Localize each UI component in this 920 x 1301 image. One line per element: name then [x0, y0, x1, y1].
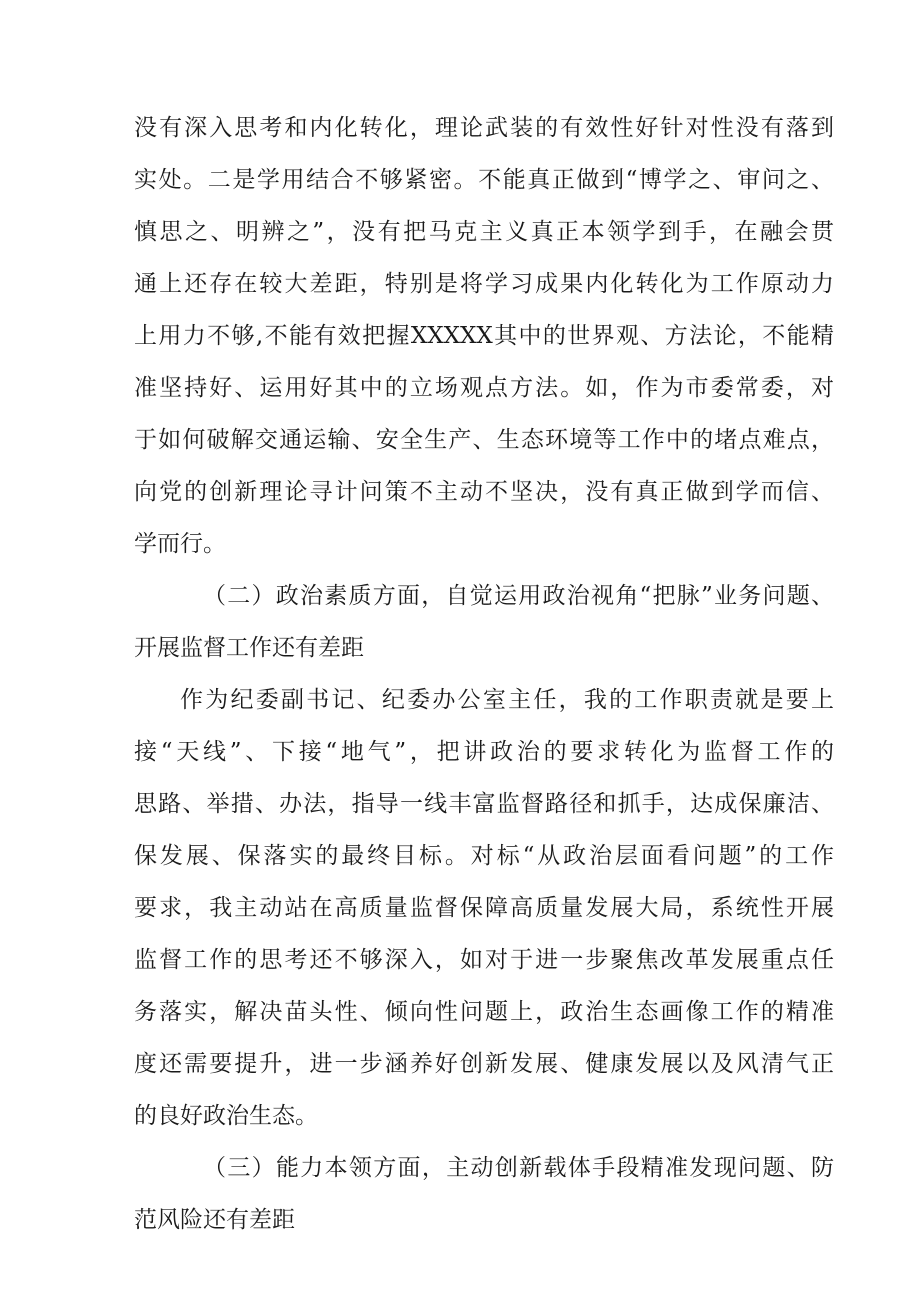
paragraph-line: 的良好政治生态。 [134, 1103, 318, 1129]
paragraph-line: 度还需要提升，进一步涵养好创新发展、健康发展以及风清气正 [134, 1051, 834, 1077]
section-heading-line: （二）政治素质方面，自觉运用政治视角“把脉”业务问题、 [203, 583, 834, 609]
paragraph-line: 务落实，解决苗头性、倾向性问题上，政治生态画像工作的精准 [134, 999, 834, 1025]
paragraph-line: 实处。二是学用结合不够紧密。不能真正做到“博学之、审问之、 [134, 167, 834, 193]
paragraph-line: 要求，我主动站在高质量监督保障高质量发展大局，系统性开展 [134, 895, 834, 921]
paragraph-line: 作为纪委副书记、纪委办公室主任，我的工作职责就是要上 [180, 687, 834, 713]
paragraph-line: 通上还存在较大差距，特别是将学习成果内化转化为工作原动力 [134, 271, 834, 297]
paragraph-line: 向党的创新理论寻计问策不主动不坚决，没有真正做到学而信、 [134, 479, 834, 505]
section-heading-line: 范风险还有差距 [134, 1207, 295, 1233]
paragraph-line: 接“天线”、下接“地气”，把讲政治的要求转化为监督工作的 [134, 739, 834, 765]
paragraph-line: 准坚持好、运用好其中的立场观点方法。如，作为市委常委，对 [134, 375, 834, 401]
paragraph-line: 没有深入思考和内化转化，理论武装的有效性好针对性没有落到 [134, 115, 834, 141]
paragraph-line: 思路、举措、办法，指导一线丰富监督路径和抓手，达成保廉洁、 [134, 791, 834, 817]
paragraph-line: 慎思之、明辨之”，没有把马克主义真正本领学到手，在融会贯 [134, 219, 834, 245]
section-heading-line: （三）能力本领方面，主动创新载体手段精准发现问题、防 [203, 1155, 834, 1181]
section-heading-line: 开展监督工作还有差距 [134, 635, 364, 661]
paragraph-line: 保发展、保落实的最终目标。对标“从政治层面看问题”的工作 [134, 843, 834, 869]
paragraph-line: 监督工作的思考还不够深入，如对于进一步聚焦改革发展重点任 [134, 947, 834, 973]
paragraph-line: 学而行。 [134, 531, 226, 557]
paragraph-line: 于如何破解交通运输、安全生产、生态环境等工作中的堵点难点， [134, 427, 834, 453]
paragraph-line: 上用力不够,不能有效把握XXXXX其中的世界观、方法论，不能精 [134, 323, 834, 349]
